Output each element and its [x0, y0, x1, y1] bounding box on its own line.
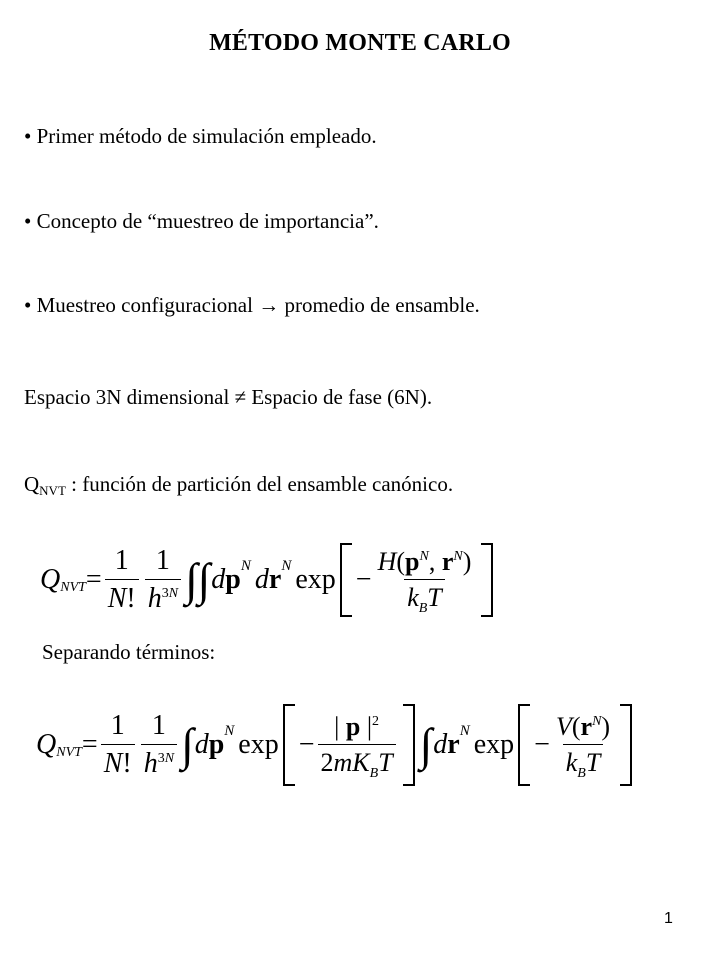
page-title: MÉTODO MONTE CARLO [209, 30, 511, 56]
arrow-right-icon: → [258, 293, 280, 317]
separando-label: Separando términos: [42, 640, 216, 664]
bullet-1: • Primer método de simulación empleado. [24, 124, 377, 148]
bullet-2: • Concepto de “muestreo de importancia”. [24, 209, 379, 233]
space-line: Espacio 3N dimensional ≠ Espacio de fase (6N). [24, 385, 433, 409]
q-symbol: Q [24, 472, 40, 496]
page-number: 1 [664, 910, 673, 927]
bullet-3 [24, 293, 480, 318]
q-definition [24, 472, 453, 497]
bullet-3-end: promedio de ensamble. [284, 293, 480, 317]
equation-2: Q NVT = $\frac{1}{N!}$ $\frac{1}{h^{3N}}$ ∫ d p N exp − $\frac{| p |^2}{2mK_BT}$ ∫ d r N exp − $\frac{V(r^N)}{k_BT}$ [36, 700, 636, 790]
q-definition-text: : función de partición del ensamble canónico. [65, 472, 454, 496]
bullet-3-start: • Muestreo configuracional [24, 293, 253, 317]
equation-1: Q NVT = $\frac{1}{N!}$ $\frac{1}{h^{3N}}$ ∫∫ d p N d r N exp − $\frac{H(p^N, r^N)}{k_BT}$ [40, 540, 497, 620]
q-subscript: NVT [39, 483, 66, 498]
